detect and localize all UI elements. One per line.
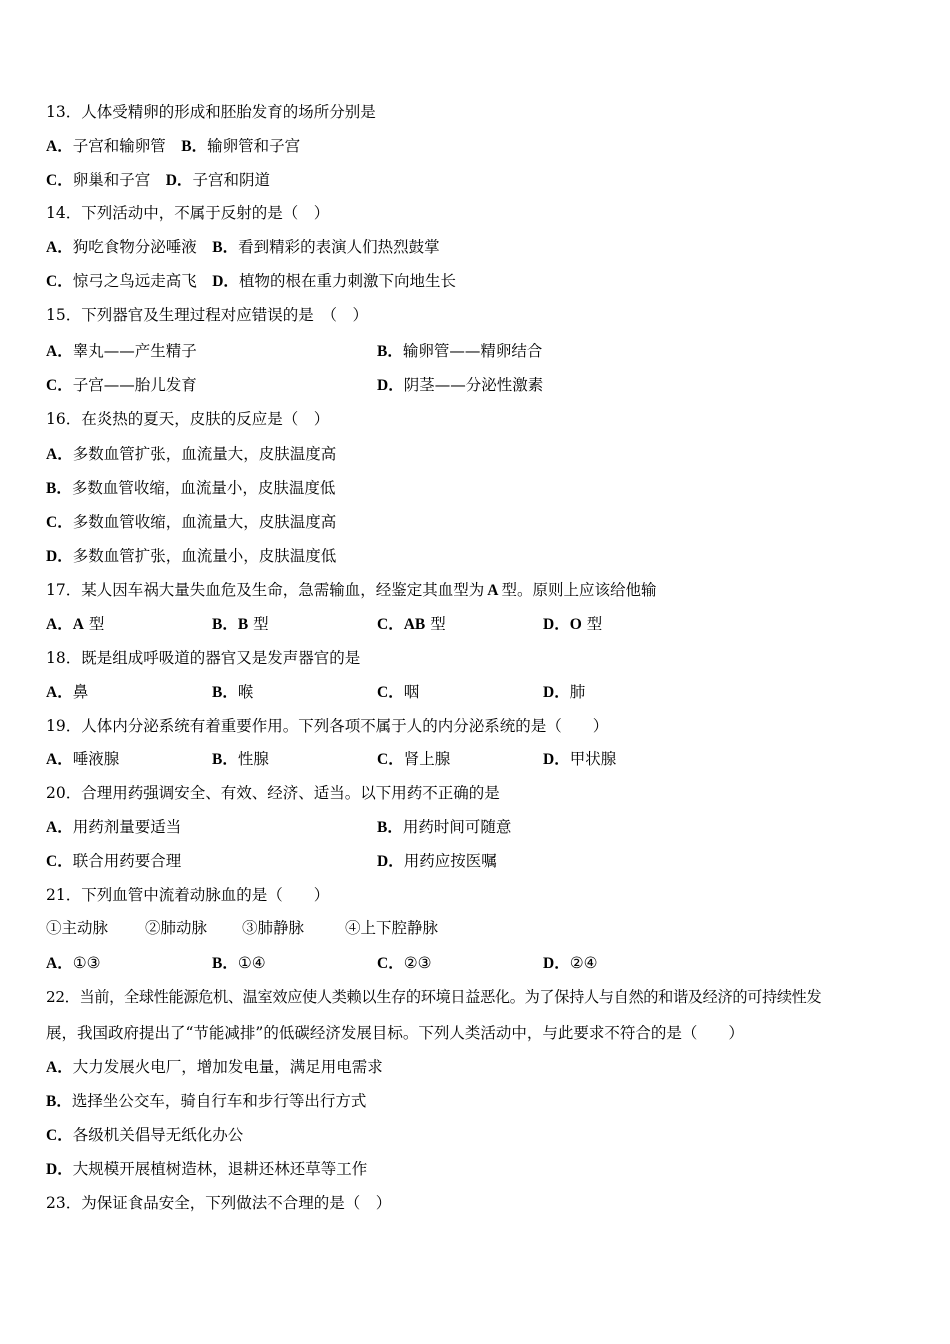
item-3: ③肺静脉 [242,919,305,937]
question-22-option-b: B．选择坐公交车，骑自行车和步行等出行方式 [46,1092,367,1110]
option-c: C．子宫——胎儿发育 [46,376,197,394]
option-c: C．肾上腺 [377,750,451,768]
option-d: D．O 型 [543,615,603,633]
option-c: C．AB 型 [377,615,446,633]
question-13-options-row1 [46,136,300,156]
option-a: A．A 型 [46,615,105,633]
option-b: B．输卵管和子宫 [181,137,301,155]
question-20-options-row1 [46,817,906,837]
question-13-options-row2 [46,170,270,190]
option-c: C．联合用药要合理 [46,852,182,870]
option-d: D．②④ [543,954,598,972]
question-15-options-row1 [46,341,906,361]
question-18-stem: 18．既是组成呼吸道的器官又是发声器官的是 [46,649,361,667]
option-a: A．唾液腺 [46,750,120,768]
question-23-stem: 23．为保证食品安全，下列做法不合理的是（ ） [46,1194,392,1212]
question-14-options-row2 [46,271,456,291]
option-a: A．鼻 [46,683,89,701]
option-b: B．喉 [212,683,254,701]
question-20-stem: 20．合理用药强调安全、有效、经济、适当。以下用药不正确的是 [46,784,500,802]
option-d: D．甲状腺 [543,750,617,768]
question-19-stem: 19．人体内分泌系统有着重要作用。下列各项不属于人的内分泌系统的是（ ） [46,717,609,735]
question-19-options [46,749,906,769]
option-d: D．阴茎——分泌性激素 [377,376,544,394]
option-d: D．植物的根在重力刺激下向地生长 [212,272,456,290]
option-c: C．咽 [377,683,420,701]
question-21-stem: 21．下列血管中流着动脉血的是（ ） [46,886,330,904]
option-b: B．性腺 [212,750,269,768]
question-16-option-b: B．多数血管收缩，血流量小，皮肤温度低 [46,479,336,497]
question-22-option-a: A．大力发展火电厂，增加发电量，满足用电需求 [46,1058,383,1076]
option-a: A．睾丸——产生精子 [46,342,197,360]
option-c: C．②③ [377,954,432,972]
option-c: C．卵巢和子宫 [46,171,151,189]
option-a: A．子宫和输卵管 [46,137,166,155]
question-16-option-c: C．多数血管收缩，血流量大，皮肤温度高 [46,513,337,531]
question-20-options-row2 [46,851,906,871]
option-b: B．用药时间可随意 [377,818,512,836]
question-13-stem: 13．人体受精卵的形成和胚胎发育的场所分别是 [46,103,376,121]
question-16-option-d: D．多数血管扩张，血流量小，皮肤温度低 [46,547,337,565]
question-22-stem-line2: 展，我国政府提出了“节能减排”的低碳经济发展目标。下列人类活动中，与此要求不符合的是（ ） [46,1024,744,1042]
item-1: ①主动脉 [46,919,109,937]
question-14-options-row1 [46,237,440,257]
question-16-stem: 16．在炎热的夏天，皮肤的反应是（ ） [46,410,330,428]
option-a: A．狗吃食物分泌唾液 [46,238,197,256]
option-a: A．用药剂量要适当 [46,818,182,836]
item-2: ②肺动脉 [145,919,208,937]
question-22-stem-line1: 22．当前，全球性能源危机、温室效应使人类赖以生存的环境日益恶化。为了保持人与自然的和谐及经济的可持续性发 [46,988,822,1006]
question-18-options [46,682,906,702]
option-d: D．肺 [543,683,586,701]
option-b: B．①④ [212,954,266,972]
question-22-option-d: D．大规模开展植树造林，退耕还林还草等工作 [46,1160,368,1178]
option-d: D．用药应按医嘱 [377,852,497,870]
option-c: C．惊弓之鸟远走高飞 [46,272,197,290]
question-21-items [46,918,906,938]
question-17-options [46,614,906,634]
question-14-stem: 14．下列活动中，不属于反射的是（ ） [46,204,330,222]
option-b: B．看到精彩的表演人们热烈鼓掌 [212,238,440,256]
option-a: A．①③ [46,954,101,972]
option-d: D．子宫和阴道 [165,171,270,189]
item-4: ④上下腔静脉 [345,919,439,937]
option-b: B．B 型 [212,615,269,633]
option-b: B．输卵管——精卵结合 [377,342,543,360]
question-15-options-row2 [46,375,906,395]
question-21-options [46,953,906,973]
question-22-option-c: C．各级机关倡导无纸化办公 [46,1126,244,1144]
question-16-option-a: A．多数血管扩张，血流量大，皮肤温度高 [46,445,337,463]
question-17-stem: 17．某人因车祸大量失血危及生命，急需输血，经鉴定其血型为 A 型。原则上应该给他输 [46,581,657,599]
question-15-stem: 15．下列器官及生理过程对应错误的是 （ ） [46,306,368,324]
